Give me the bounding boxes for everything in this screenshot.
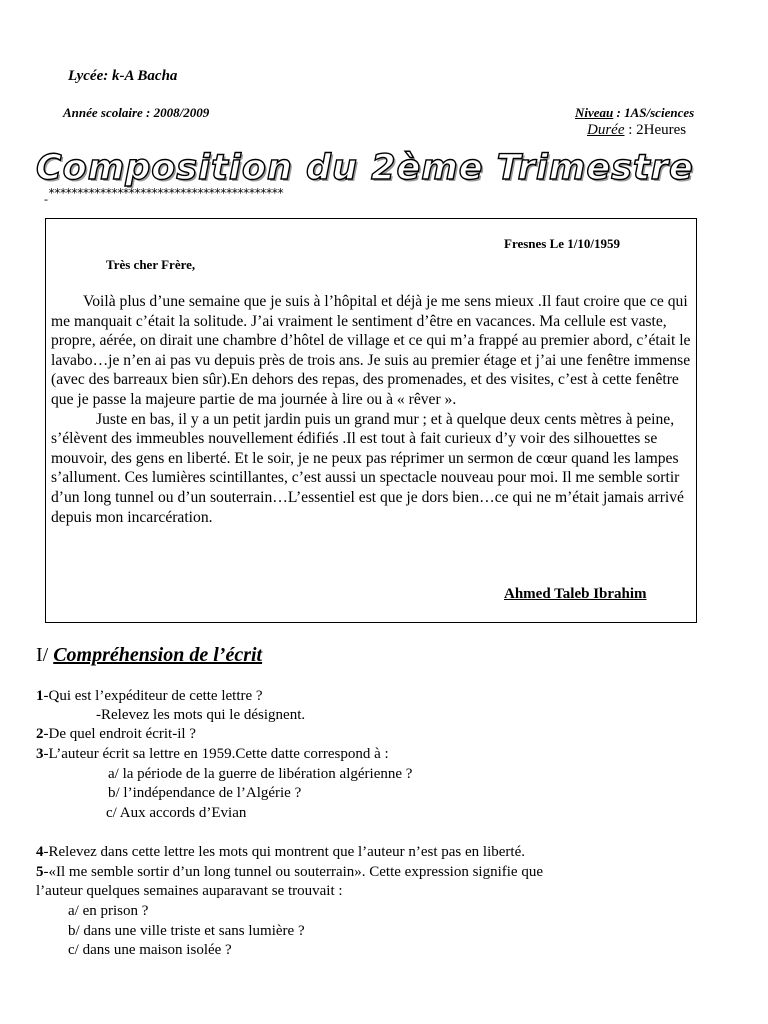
duration-label: Durée — [587, 122, 625, 138]
section-heading — [36, 644, 262, 667]
question-5 — [36, 863, 543, 883]
question-1 — [36, 687, 263, 707]
duration-value: : 2Heures — [624, 122, 687, 138]
letter-author: Ahmed Taleb Ibrahim — [504, 586, 647, 602]
question-3-option-c: c/ Aux accords d’Evian — [106, 805, 247, 821]
question-2 — [36, 725, 196, 745]
question-1-sub: -Relevez les mots qui le désignent. — [96, 707, 306, 723]
question-text: -Qui est l’expéditeur de cette lettre ? — [43, 688, 263, 704]
letter-place-date: Fresnes Le 1/10/1959 — [504, 236, 621, 251]
question-text: -Relevez dans cette lettre les mots qui montrent que l’auteur n’est pas en liberté. — [43, 844, 525, 860]
question-number: 4 — [36, 844, 44, 860]
duration-line — [587, 122, 686, 139]
question-text: -De quel endroit écrit-il ? — [43, 726, 196, 742]
question-number: 5 — [36, 864, 44, 880]
question-number: 3 — [36, 746, 44, 762]
school-year: Année scolaire : 2008/2009 — [63, 105, 210, 120]
letter-greeting: Très cher Frère, — [106, 257, 196, 272]
question-5-option-c: c/ dans une maison isolée ? — [68, 942, 232, 958]
letter-paragraph-1: Voilà plus d’une semaine que je suis à l’hôpital et déjà je me sens mieux .Il faut croire que ce qui me manquait c’était la solitude. J’ai vraiment le sentiment d’être en vacances. Ma cellule est vaste, propre, aérée, on dirait une chambre d’hôtel de village et ce qui m’a frappé au premier abord, c’était le lavabo…je n’en ai pas vu depuis près de trois ans. Je suis au premier étage et j’ai une fenêtre immense (avec des barreaux bien sûr).En dehors des repas, des promenades, et des visites, c’est à cette fenêtre que je passe la majeure partie de ma journée à lire ou à « rêver ». — [51, 293, 691, 408]
question-5-option-a: a/ en prison ? — [68, 903, 149, 919]
exam-title: Composition du 2ème Trimestre — [36, 148, 694, 188]
question-text: -L’auteur écrit sa lettre en 1959.Cette datte correspond à : — [43, 746, 389, 762]
level-label: Niveau — [575, 105, 614, 120]
question-5-option-b: b/ dans une ville triste et sans lumière ? — [68, 923, 305, 939]
letter-paragraph-2: Juste en bas, il y a un petit jardin puis un grand mur ; et à quelque deux cents mètres à peine, s’élèvent des immeubles nouvellement édifiés .Il est tout à fait curieux d’y voir des silhouettes se mouvoir, des gens en liberté. Et le soir, je ne peux pas réprimer un sermon de cœur quand les lampes s’allument. Ces lumières scintillantes, c’est aussi un spectacle nouveau pour moi. Il me semble sortir d’un long tunnel ou d’un souterrain…L’essentiel est que je dors bien…ce qui ne m’était jamais arrivé depuis mon incarcération. — [51, 410, 684, 526]
letter-body — [51, 292, 701, 527]
question-5-continued: l’auteur quelques semaines auparavant se trouvait : — [36, 883, 343, 899]
separator-dash: - — [44, 192, 48, 206]
question-number: 2 — [36, 726, 44, 742]
section-title: Compréhension de l’écrit — [53, 644, 263, 666]
question-text: -«Il me semble sortir d’un long tunnel ou souterrain». Cette expression signifie que — [43, 864, 543, 880]
question-4 — [36, 843, 525, 863]
level-line — [575, 105, 694, 121]
question-3-option-b: b/ l’indépendance de l’Algérie ? — [108, 785, 302, 801]
school-name: Lycée: k-A Bacha — [68, 68, 178, 84]
stars-separator: ***************************************** — [48, 186, 283, 200]
question-number: 1 — [36, 688, 44, 704]
question-3 — [36, 745, 389, 765]
level-value: : 1AS/sciences — [613, 105, 695, 120]
question-3-option-a: a/ la période de la guerre de libération algérienne ? — [108, 766, 413, 782]
section-number: I/ — [36, 644, 54, 666]
